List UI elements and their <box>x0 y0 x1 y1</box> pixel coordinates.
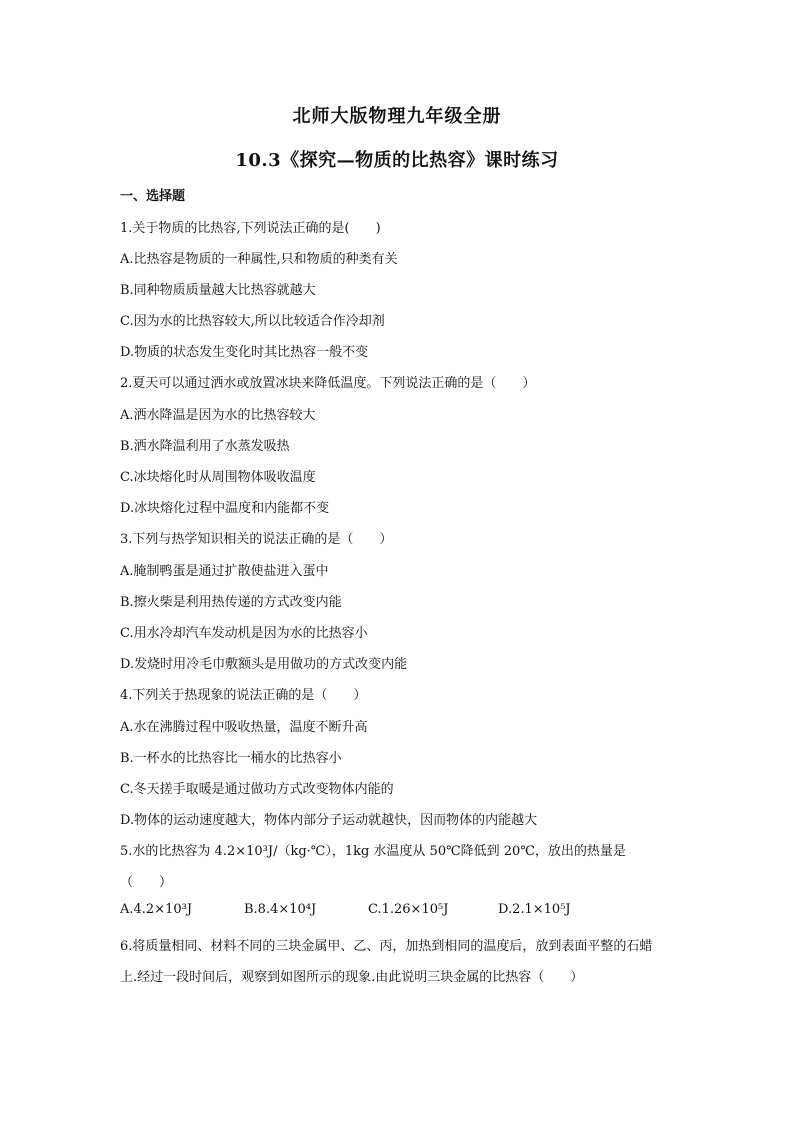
question-2-option-b: B.洒水降温利用了水蒸发吸热 <box>120 439 290 454</box>
question-3-option-a: A.腌制鸭蛋是通过扩散使盐进入蛋中 <box>120 564 329 579</box>
question-6-stem-continued: 上.经过一段时间后，观察到如图所示的现象.由此说明三块金属的比热容（ ） <box>120 970 584 985</box>
question-4-option-d: D.物体的运动速度越大，物体内部分子运动就越快，因而物体的内能越大 <box>120 813 538 828</box>
document-subtitle: 10.3《探究—物质的比热容》课时练习 <box>235 150 559 171</box>
question-5-stem: 5.水的比热容为 4.2×10³J/（kg·℃），1kg 水温度从 50℃降低到 20℃，放出的热量是 <box>120 844 626 859</box>
question-5-option-c: C.1.26×10⁵J <box>368 902 449 917</box>
question-4-stem: 4.下列关于热现象的说法正确的是（ ） <box>120 688 367 703</box>
question-5-option-b: B.8.4×10⁴J <box>244 902 317 917</box>
question-1-option-b: B.同种物质质量越大比热容就越大 <box>120 283 316 298</box>
question-4-option-c: C.冬天搓手取暖是通过做功方式改变物体内能的 <box>120 782 394 797</box>
question-3-option-b: B.擦火柴是利用热传递的方式改变内能 <box>120 595 342 610</box>
document-title: 北师大版物理九年级全册 <box>292 106 502 127</box>
question-4-option-a: A.水在沸腾过程中吸收热量，温度不断升高 <box>120 720 368 735</box>
question-5-stem-continued: （ ） <box>120 875 173 890</box>
question-3-option-d: D.发烧时用冷毛巾敷额头是用做功的方式改变内能 <box>120 657 408 672</box>
question-5-options <box>120 902 680 917</box>
question-3-option-c: C.用水冷却汽车发动机是因为水的比热容小 <box>120 626 368 641</box>
section-heading: 一、选择题 <box>120 189 186 204</box>
question-1-option-d: D.物质的状态发生变化时其比热容一般不变 <box>120 345 369 360</box>
question-5-option-a: A.4.2×10³J <box>120 902 193 917</box>
question-6-stem: 6.将质量相同、材料不同的三块金属甲、乙、丙，加热到相同的温度后，放到表面平整的石蜡 <box>120 939 653 954</box>
question-1-option-c: C.因为水的比热容较大,所以比较适合作冷却剂 <box>120 314 385 329</box>
question-2-option-a: A.洒水降温是因为水的比热容较大 <box>120 408 316 423</box>
question-2-option-c: C.冰块熔化时从周围物体吸收温度 <box>120 470 316 485</box>
question-1-stem: 1.关于物质的比热容,下列说法正确的是( ) <box>120 221 381 236</box>
question-1-option-a: A.比热容是物质的一种属性,只和物质的种类有关 <box>120 252 398 267</box>
question-4-option-b: B.一杯水的比热容比一桶水的比热容小 <box>120 751 342 766</box>
question-2-option-d: D.冰块熔化过程中温度和内能都不变 <box>120 501 330 516</box>
question-2-stem: 2.夏天可以通过洒水或放置冰块来降低温度。下列说法正确的是（ ） <box>120 376 536 391</box>
question-3-stem: 3.下列与热学知识相关的说法正确的是（ ） <box>120 532 393 547</box>
question-5-option-d: D.2.1×10⁵J <box>498 902 571 917</box>
